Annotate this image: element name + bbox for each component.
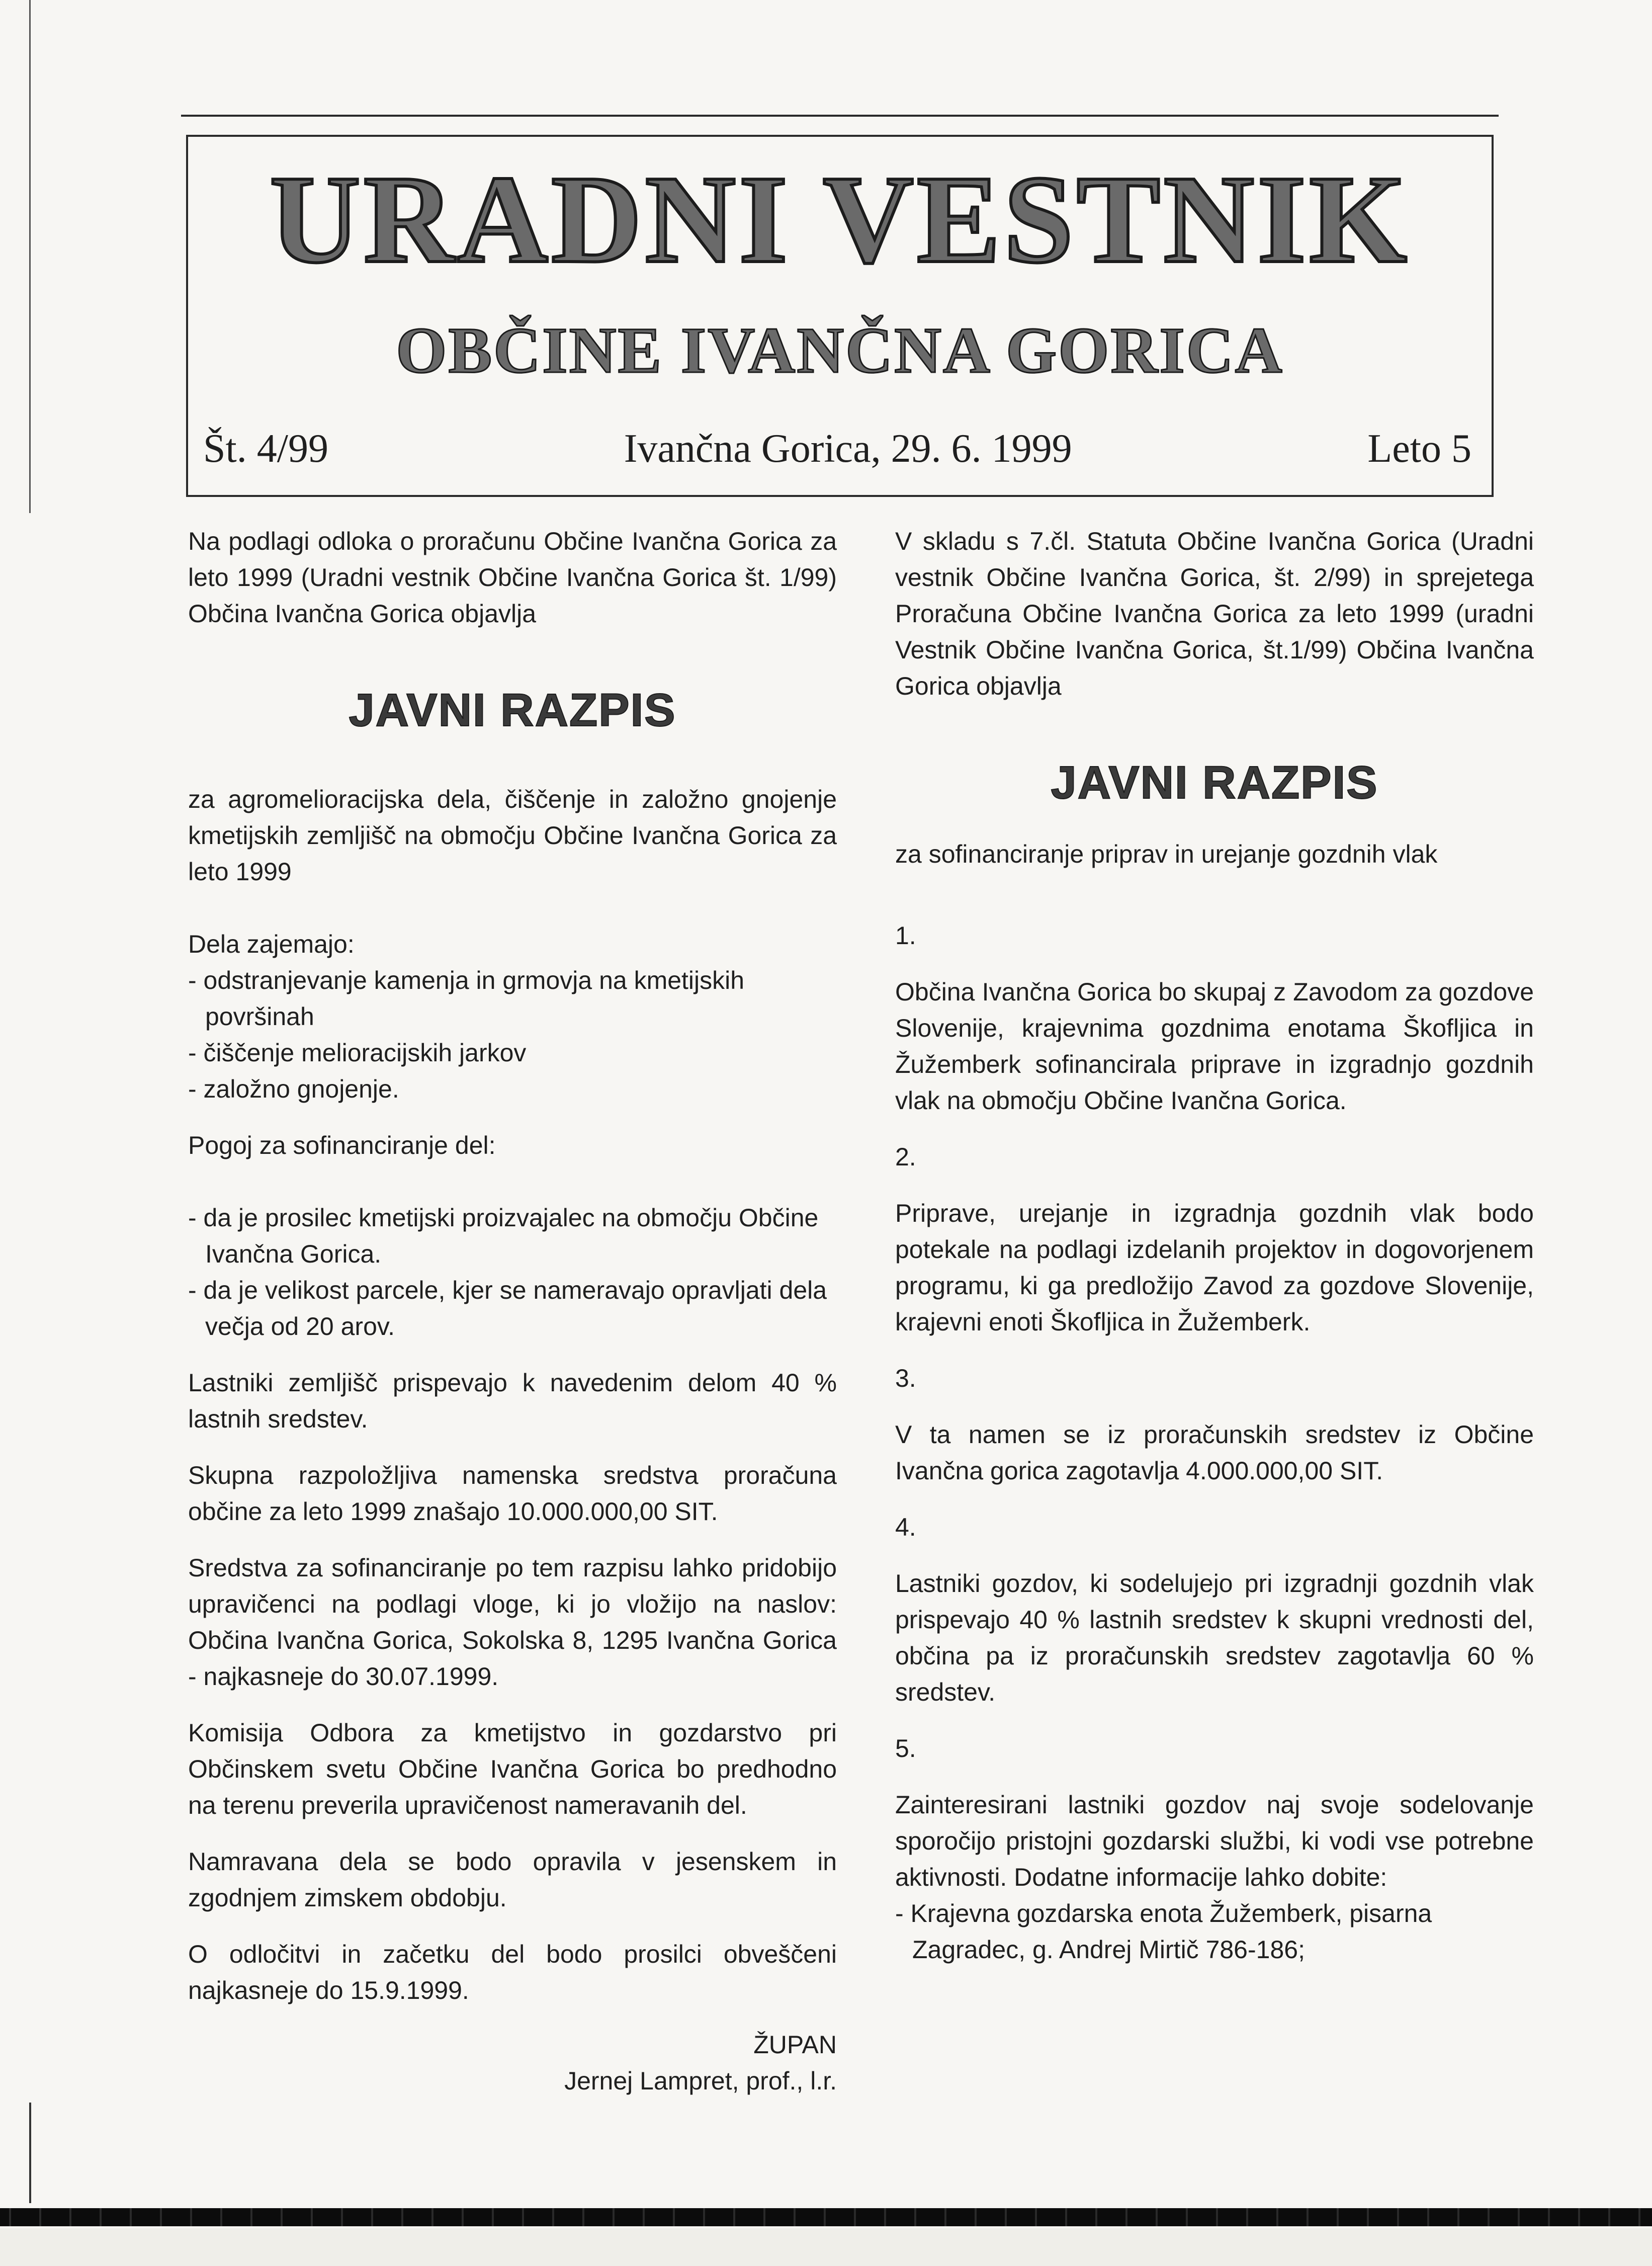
list-item: - Krajevna gozdarska enota Žužemberk, pisarna Zagradec, g. Andrej Mirtič 786-186; bbox=[895, 1895, 1534, 1968]
section-text: V ta namen se iz proračunskih sredstev iz Občine Ivančna gorica zagotavlja 4.000.000,00 SIT. bbox=[895, 1420, 1534, 1485]
funds-paragraph: Skupna razpoložljiva namenska sredstva proračuna občine za leto 1999 znašajo 10.000.000,00 SIT. bbox=[188, 1461, 837, 1526]
section-number: 2. bbox=[895, 1143, 916, 1171]
list-item: - da je velikost parcele, kjer se nameravajo opravljati dela večja od 20 arov. bbox=[188, 1272, 837, 1345]
notify-paragraph: O odločitvi in začetku del bodo prosilci obveščeni najkasneje do 15.9.1999. bbox=[188, 1940, 837, 2004]
scan-edge-line bbox=[29, 2103, 31, 2203]
issue-year: Leto 5 bbox=[1367, 427, 1471, 471]
works-list bbox=[188, 962, 837, 1107]
conditions-list bbox=[188, 1200, 837, 1345]
works-title: Dela zajemajo: bbox=[188, 930, 355, 958]
contacts-list bbox=[895, 1895, 1534, 1968]
right-subject: za sofinanciranje priprav in urejanje gozdnih vlak bbox=[895, 840, 1438, 868]
section-number: 3. bbox=[895, 1364, 916, 1392]
conditions-title: Pogoj za sofinanciranje del: bbox=[188, 1131, 496, 1159]
left-intro: Na podlagi odloka o proračunu Občine Ivančna Gorica za leto 1999 (Uradni vestnik Občine Ivančna Gorica št. 1/99) Občina Ivančna Gorica objavlja bbox=[188, 527, 837, 628]
publication-title: URADNI VESTNIK bbox=[270, 150, 1410, 289]
apply-paragraph: Sredstva za sofinanciranje po tem razpisu lahko pridobijo upravičenci na podlagi vloge, ki jo vložijo na naslov: Občina Ivančna Gorica, Sokolska 8, 1295 Ivančna Gorica - najkasneje do 30.07.1999. bbox=[188, 1554, 837, 1691]
list-item: - odstranjevanje kamenja in grmovja na kmetijskih površinah bbox=[188, 962, 837, 1035]
signature-name: Jernej Lampret, prof., l.r. bbox=[564, 2067, 837, 2095]
issue-info-row bbox=[203, 429, 1471, 469]
issue-place-date: Ivančna Gorica, 29. 6. 1999 bbox=[624, 427, 1072, 471]
left-column bbox=[188, 523, 837, 2099]
owners-paragraph: Lastniki zemljišč prispevajo k navedenim delom 40 % lastnih sredstev. bbox=[188, 1369, 837, 1433]
left-heading: JAVNI RAZPIS bbox=[349, 685, 676, 736]
section-text: Zainteresirani lastniki gozdov naj svoje sodelovanje sporočijo pristojni gozdarski službi, ki vodi vse potrebne aktivnosti. Dodatne informacije lahko dobite: bbox=[895, 1791, 1534, 1891]
list-item: - založno gnojenje. bbox=[188, 1071, 837, 1107]
publication-subtitle: OBČINE IVANČNA GORICA bbox=[396, 314, 1284, 387]
section-number: 5. bbox=[895, 1734, 916, 1763]
section-text: Priprave, urejanje in izgradnja gozdnih vlak bodo potekale na podlagi izdelanih projektov in dogovorjenem programu, ki ga predložijo Zavod za gozdove Slovenije, krajevni enoti Škofljica in Žužemberk. bbox=[895, 1199, 1534, 1336]
header-rule bbox=[181, 115, 1499, 117]
signature-title: ŽUPAN bbox=[753, 2031, 837, 2059]
scan-edge-line bbox=[29, 0, 31, 513]
signature bbox=[188, 2027, 837, 2099]
right-heading: JAVNI RAZPIS bbox=[1051, 757, 1378, 808]
scan-bottom-margin bbox=[0, 2228, 1652, 2266]
commission-paragraph: Komisija Odbora za kmetijstvo in gozdarstvo pri Občinskem svetu Občine Ivančna Gorica bo predhodno na terenu preverila upravičenost nameravanih del. bbox=[188, 1719, 837, 1819]
section-number: 1. bbox=[895, 921, 916, 950]
section-text: Občina Ivančna Gorica bo skupaj z Zavodom za gozdove Slovenije, krajevnima gozdnima enotama Škofljica in Žužemberk sofinancirala priprave in izgradnjo gozdnih vlak na območju Občine Ivančna Gorica. bbox=[895, 978, 1534, 1115]
scan-bottom-band bbox=[0, 2208, 1652, 2226]
right-column bbox=[895, 523, 1534, 1968]
list-item: - da je prosilec kmetijski proizvajalec na območju Občine Ivančna Gorica. bbox=[188, 1200, 837, 1272]
left-subject: za agromelioracijska dela, čiščenje in založno gnojenje kmetijskih zemljišč na območju Občine Ivančna Gorica za leto 1999 bbox=[188, 785, 837, 886]
list-item: - čiščenje melioracijskih jarkov bbox=[188, 1035, 837, 1071]
right-intro: V skladu s 7.čl. Statuta Občine Ivančna Gorica (Uradni vestnik Občine Ivančna Gorica, št. 2/99) in sprejetega Proračuna Občine Ivančna Gorica za leto 1999 (uradni Vestnik Občine Ivančna Gorica, št.1/99) Občina Ivančna Gorica objavlja bbox=[895, 527, 1534, 700]
masthead bbox=[186, 135, 1494, 497]
timing-paragraph: Namravana dela se bodo opravila v jesenskem in zgodnjem zimskem obdobju. bbox=[188, 1848, 837, 1912]
section-number: 4. bbox=[895, 1513, 916, 1541]
section-text: Lastniki gozdov, ki sodelujejo pri izgradnji gozdnih vlak prispevajo 40 % lastnih sredstev k skupni vrednosti del, občina pa iz proračunskih sredstev zagotavlja 60 % sredstev. bbox=[895, 1569, 1534, 1706]
issue-number: Št. 4/99 bbox=[203, 427, 328, 471]
